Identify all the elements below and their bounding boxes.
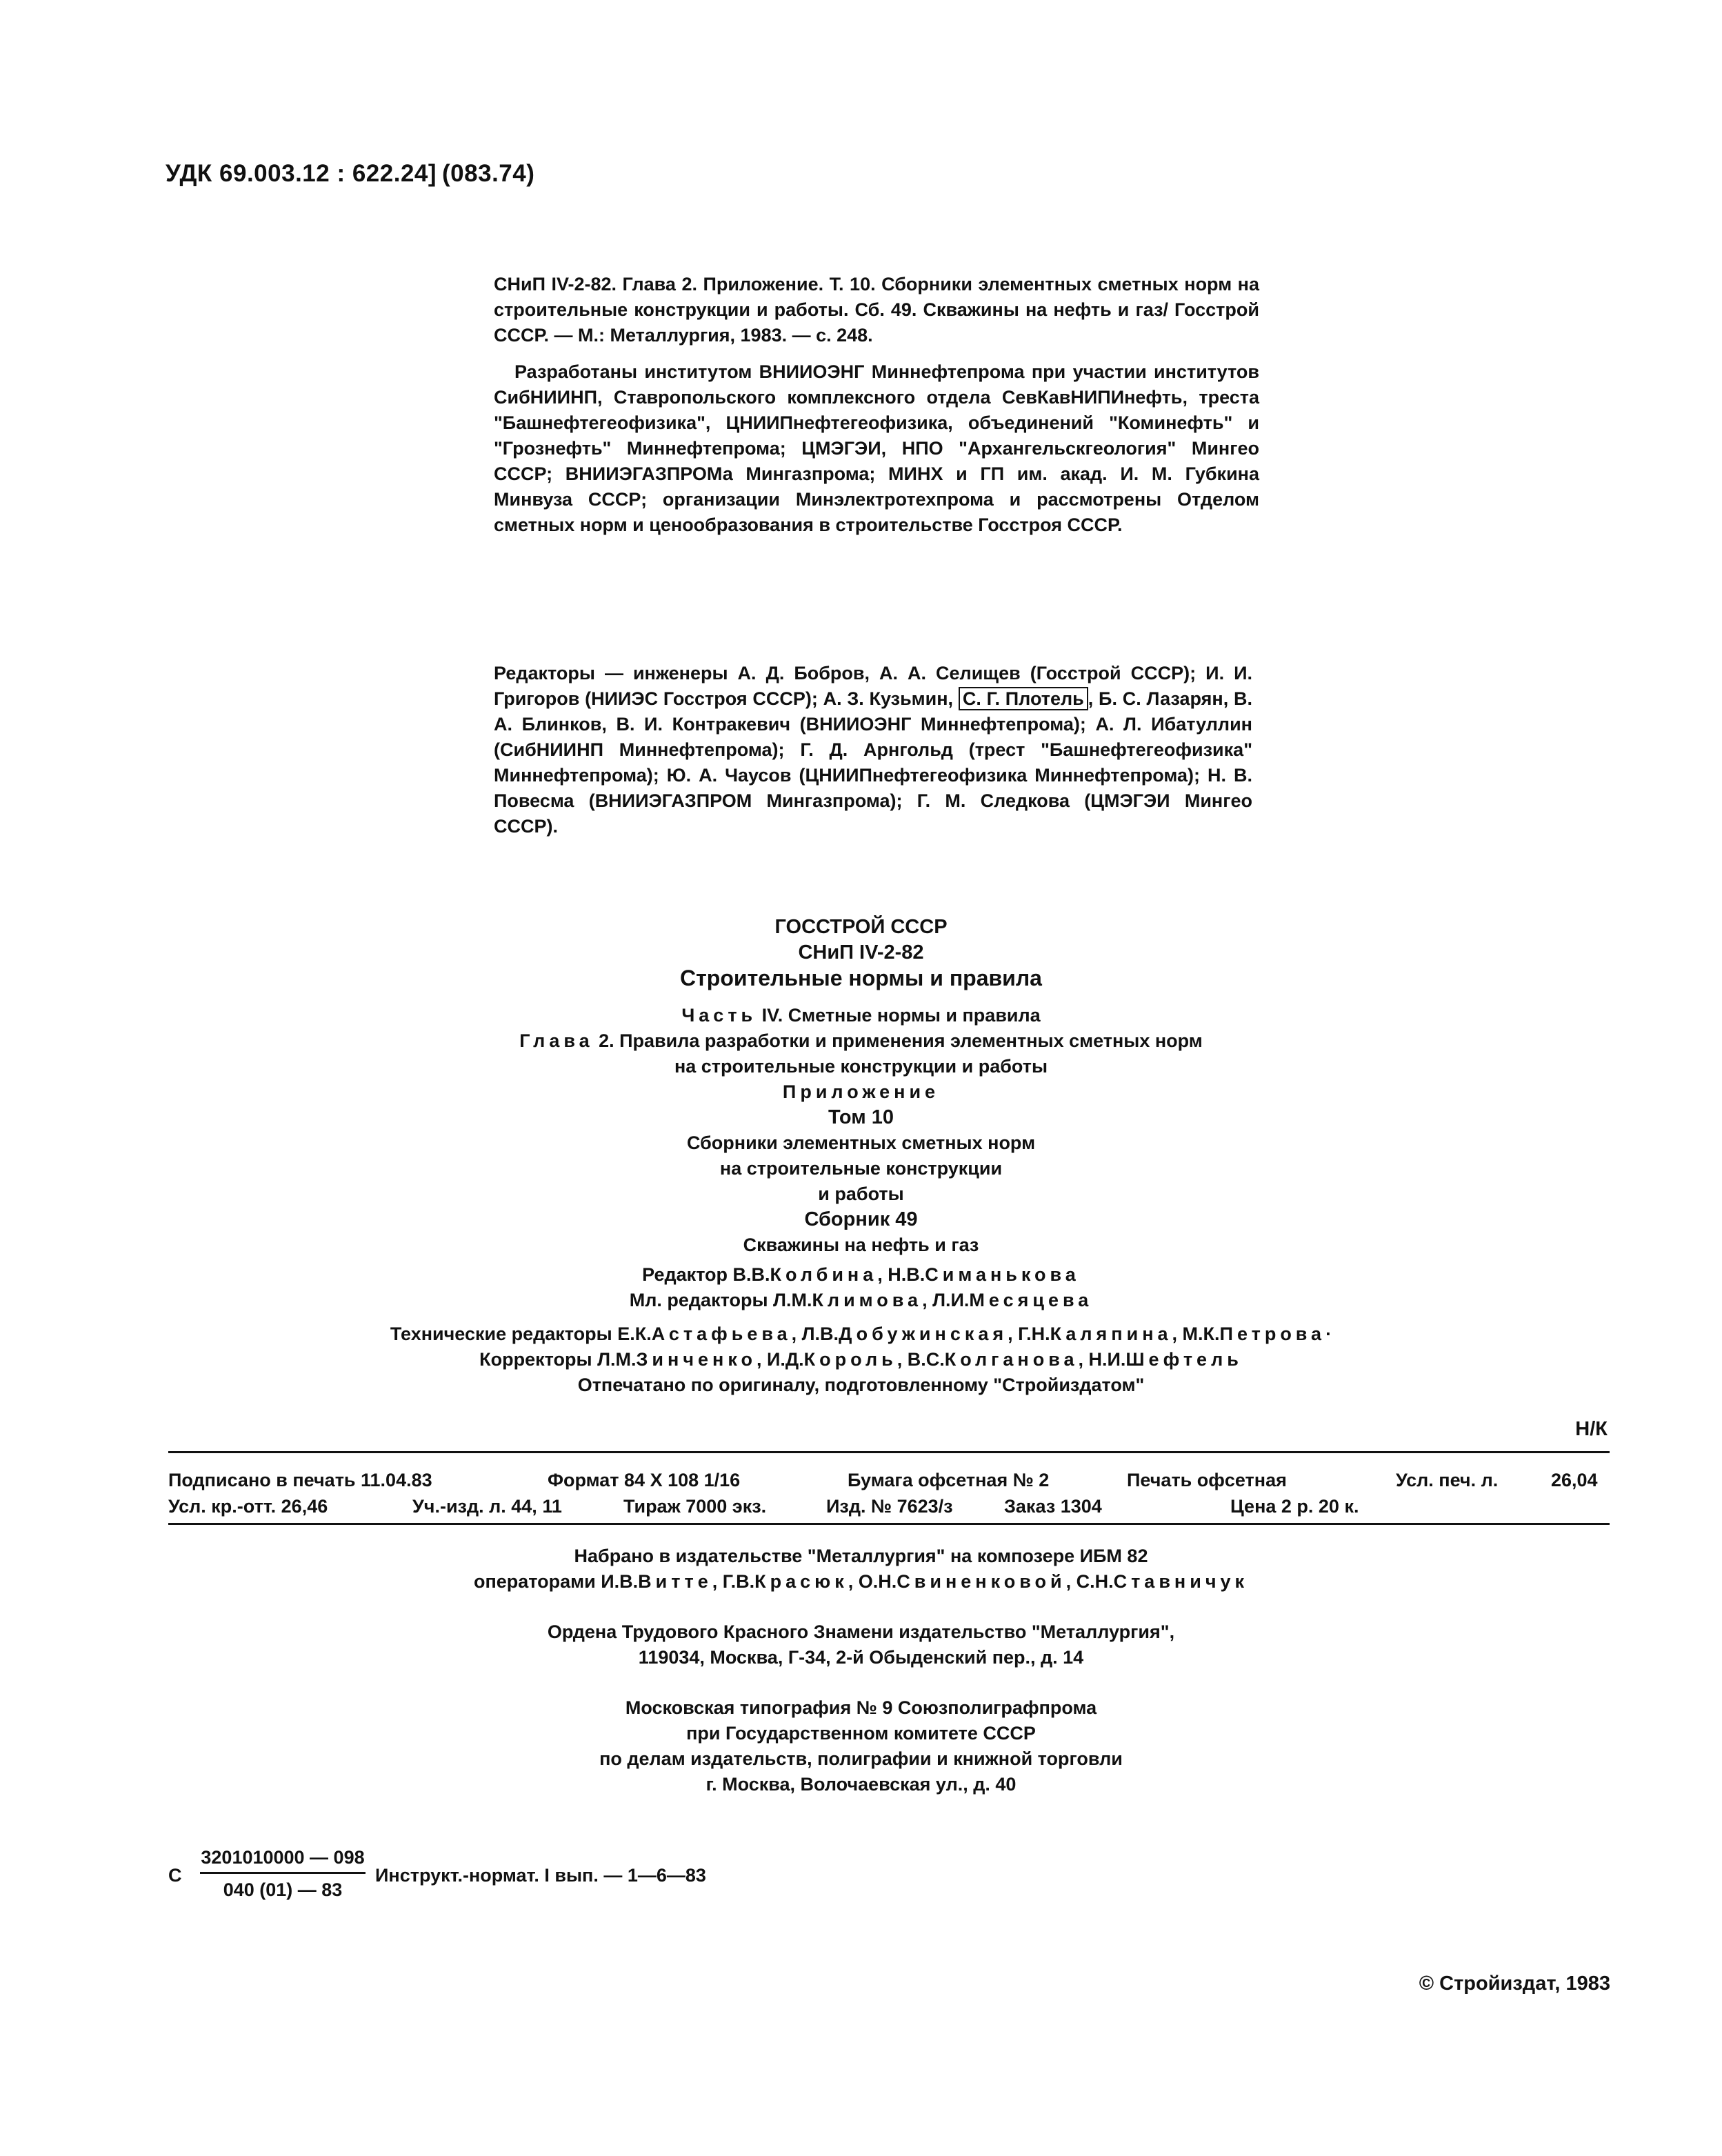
snip-code: СНиП IV-2-82 xyxy=(798,941,924,964)
code-fraction xyxy=(200,1846,366,1902)
printer-line-1: Московская типография № 9 Союзполиграфпрома xyxy=(625,1697,1097,1718)
circulation: Тираж 7000 экз. xyxy=(623,1496,767,1517)
ops-label: операторами И.В. xyxy=(473,1571,639,1592)
tech-end: · xyxy=(1325,1324,1332,1344)
nk-mark: Н/К xyxy=(1575,1418,1608,1440)
volume-label: Том 10 xyxy=(828,1106,894,1128)
classification-code xyxy=(168,1846,858,1908)
junior-sep: , Л.И. xyxy=(922,1290,970,1310)
udk-suffix: (083.74) xyxy=(442,160,535,187)
editor-name: Симанькова xyxy=(925,1264,1080,1285)
code-tail: Инструкт.-нормат. I вып. — 1—6—83 xyxy=(375,1865,706,1886)
code-numerator: 3201010000 — 098 xyxy=(201,1847,365,1868)
part-line xyxy=(0,1003,1722,1028)
typeset-block xyxy=(0,1544,1722,1595)
tech-sep: , Л.В. xyxy=(791,1324,839,1344)
price: Цена 2 р. 20 к. xyxy=(1230,1496,1359,1517)
chapter-label: Глава xyxy=(519,1030,594,1051)
signed-date: Подписано в печать 11.04.83 xyxy=(168,1470,432,1490)
biblio-paragraph: СНиП IV-2-82. Глава 2. Приложение. Т. 10. Сборники элементных сметных норм на строительные конструкции и работы. Сб. 49. Скважины на нефть и газ/ Госстрой СССР. — М.: Металлургия, 1983. — с. 248. xyxy=(494,274,1259,346)
printed-from-line: Отпечатано по оригиналу, подготовленному "Стройиздатом" xyxy=(577,1375,1145,1395)
fraction-line xyxy=(200,1872,366,1874)
editors-paragraph xyxy=(494,661,1252,839)
izd-number: Изд. № 7623/з xyxy=(826,1496,953,1517)
editor-line xyxy=(0,1262,1722,1288)
org-name: ГОССТРОЙ СССР xyxy=(774,916,948,938)
usl-label: Усл. печ. л. xyxy=(1396,1470,1499,1490)
collections-line-2: на строительные конструкции xyxy=(719,1158,1003,1179)
tech-name: Астафьева xyxy=(651,1324,792,1344)
op-sep: , Г.В. xyxy=(712,1571,755,1592)
editors-text-before: Редакторы — инженеры А. Д. Бобров, А. А. Селищев (Госстрой СССР); И. И. Григоров (НИИЭС Госстроя СССР); А. З. Кузьмин, xyxy=(494,663,1252,709)
printer-line-3: по делам издательств, полиграфии и книжной торговли xyxy=(599,1748,1123,1769)
collection-name: Скважины на нефть и газ xyxy=(743,1235,979,1255)
editor-label: Редактор В.В. xyxy=(642,1264,770,1285)
chapter-text: 2. Правила разработки и применения элементных сметных норм xyxy=(599,1030,1203,1051)
appendix-label: Приложение xyxy=(782,1081,940,1102)
operator-name: Красюк xyxy=(754,1571,848,1592)
corr-name: Король xyxy=(803,1349,897,1370)
tech-name: Добужинская xyxy=(839,1324,1008,1344)
tech-editors-line xyxy=(0,1321,1722,1347)
tech-block xyxy=(0,1321,1722,1398)
corr-sep: , И.Д. xyxy=(757,1349,804,1370)
udk-line xyxy=(166,160,534,188)
tech-name: Петрова xyxy=(1219,1324,1326,1344)
usl-value: 26,04 xyxy=(1551,1470,1598,1490)
operator-name: Ставничук xyxy=(1113,1571,1249,1592)
collections-line-1: Сборники элементных сметных норм xyxy=(686,1132,1036,1153)
corr-sep: , Н.И. xyxy=(1078,1349,1126,1370)
printer-block xyxy=(0,1695,1722,1797)
udk-main: УДК 69.003.12 : 622.24] xyxy=(166,160,437,187)
publisher-block xyxy=(0,1619,1722,1670)
operator-name: Витте xyxy=(638,1571,712,1592)
part-block xyxy=(0,1003,1722,1258)
printer-line-2: при Государственном комитете СССР xyxy=(686,1723,1036,1744)
tech-name: Каляпина xyxy=(1050,1324,1172,1344)
chapter-line xyxy=(0,1028,1722,1054)
tech-sep: , М.К. xyxy=(1172,1324,1220,1344)
code-denominator: 040 (01) — 83 xyxy=(223,1879,343,1900)
corr-name: Шефтель xyxy=(1125,1349,1243,1370)
tech-label: Технические редакторы Е.К. xyxy=(390,1324,652,1344)
corr-label: Корректоры Л.М. xyxy=(479,1349,637,1370)
order-number: Заказ 1304 xyxy=(1004,1496,1102,1517)
format: Формат 84 Х 108 1/16 xyxy=(548,1470,741,1490)
collections-line-3: и работы xyxy=(818,1184,904,1204)
editors-text-after: , Б. С. Лазарян, В. А. Блинков, В. И. Контракевич (ВНИИОЭНГ Миннефтепрома); А. Л. Ибатуллин (СибНИИНП Миннефтепрома); Г. Д. Арнгольд (трест "Башнефтегеофизика" Миннефтепрома); Ю. А. Чаусов (ЦНИИПнефтегеофизика Миннефтепрома); Н. В. Повесма (ВНИИЭГАЗПРОМ Мингазпрома); Г. М. Следкова (ЦМЭГЭИ Мингео СССР). xyxy=(494,688,1252,837)
op-sep: , О.Н. xyxy=(848,1571,897,1592)
document-title: Строительные нормы и правила xyxy=(680,966,1042,990)
divider-top xyxy=(168,1451,1610,1453)
op-sep: , С.Н. xyxy=(1065,1571,1114,1592)
corr-sep: , В.С. xyxy=(897,1349,945,1370)
title-block xyxy=(0,915,1722,991)
boxed-editor-name: С. Г. Плотель xyxy=(959,687,1088,710)
publisher-line-1: Ордена Трудового Красного Знамени издательство "Металлургия", xyxy=(547,1621,1175,1642)
operator-name: Свиненковой xyxy=(897,1571,1066,1592)
junior-editor-line xyxy=(0,1288,1722,1313)
corr-name: Зинченко xyxy=(636,1349,757,1370)
part-label: Часть xyxy=(681,1005,757,1026)
printer-line-4: г. Москва, Волочаевская ул., д. 40 xyxy=(705,1774,1017,1795)
bibliographic-description xyxy=(494,272,1259,538)
part-text: IV. Сметные нормы и правила xyxy=(761,1005,1041,1026)
editor-name: Колбина xyxy=(770,1264,878,1285)
code-letter: С xyxy=(168,1865,182,1886)
junior-name: Месяцева xyxy=(969,1290,1093,1310)
divider-bottom xyxy=(168,1523,1610,1525)
junior-label: Мл. редакторы Л.М. xyxy=(629,1290,812,1310)
developers-paragraph: Разработаны институтом ВНИИОЭНГ Миннефтепрома при участии институтов СибНИИНП, Ставропольского комплексного отдела СевКавНИПИнефть, треста "Башнефтегеофизика", ЦНИИПнефтегеофизика, объединений "Коминефть" и "Грознефть" Миннефтепрома; ЦМЭГЭИ, НПО "Архангельскгеология" Мингео СССР; ВНИИЭГАЗПРОМа Мингазпрома; МИНХ и ГП им. акад. И. М. Губкина Минвуза СССР; организации Минэлектротехпрома и рассмотрены Отделом сметных норм и ценообразования в строительстве Госстроя СССР. xyxy=(494,361,1259,535)
copyright: © Стройиздат, 1983 xyxy=(1419,1973,1610,1995)
printing-type: Печать офсетная xyxy=(1127,1470,1287,1490)
collection-number: Сборник 49 xyxy=(804,1208,918,1230)
publisher-line-2: 119034, Москва, Г-34, 2-й Обыденский пер., д. 14 xyxy=(638,1647,1084,1668)
corr-name: Колганова xyxy=(944,1349,1079,1370)
typeset-line: Набрано в издательстве "Металлургия" на композере ИБМ 82 xyxy=(574,1546,1148,1566)
editor-sep: , Н.В. xyxy=(877,1264,925,1285)
tech-sep: , Г.Н. xyxy=(1008,1324,1050,1344)
operators-line xyxy=(0,1569,1722,1595)
kr-ott: Усл. кр.-отт. 26,46 xyxy=(168,1496,328,1517)
chapter-line-2: на строительные конструкции и работы xyxy=(674,1056,1048,1077)
uch-izd: Уч.-изд. л. 44, 11 xyxy=(412,1496,562,1517)
junior-name: Климова xyxy=(812,1290,923,1310)
paper-type: Бумага офсетная № 2 xyxy=(848,1470,1050,1490)
correctors-line xyxy=(0,1347,1722,1373)
staff-block xyxy=(0,1262,1722,1313)
